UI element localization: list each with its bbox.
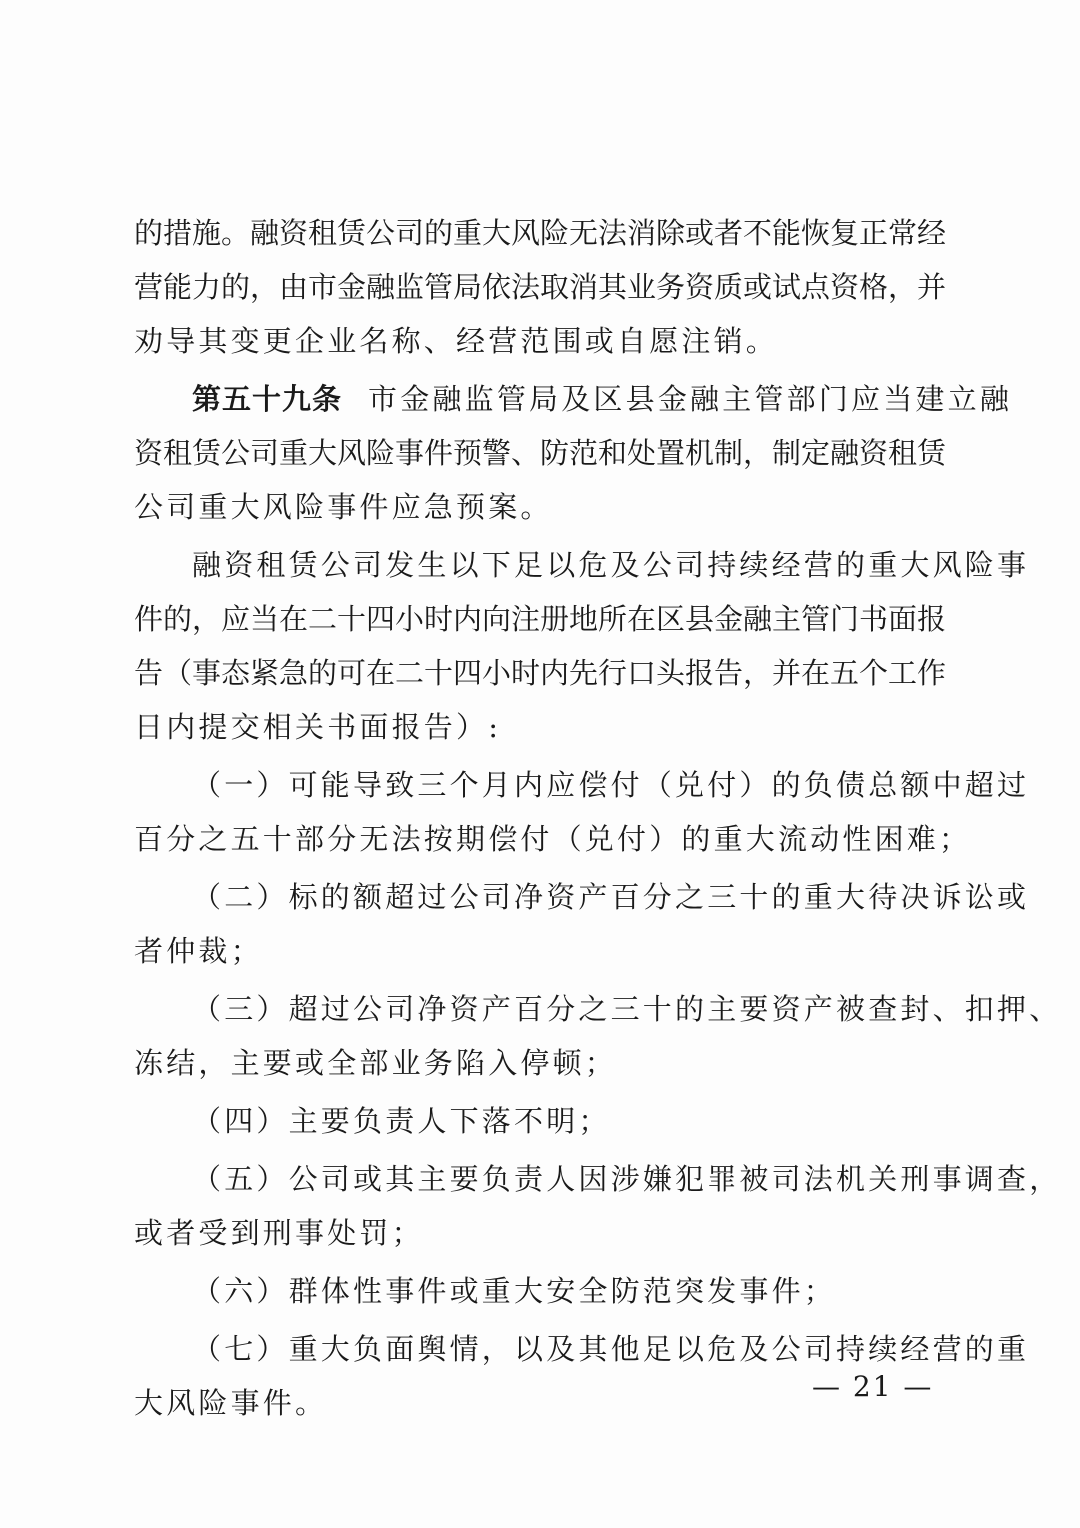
text-line: 资租赁公司重大风险事件预警、防范和处置机制，制定融资租赁 xyxy=(134,436,947,470)
list-item-7: （七）重大负面舆情，以及其他足以危及公司持续经营的重 xyxy=(192,1332,1030,1366)
text-line: 日内提交相关书面报告）: xyxy=(134,710,502,744)
list-item-6: （六）群体性事件或重大安全防范突发事件； xyxy=(192,1274,837,1308)
text-line: 公司重大风险事件应急预案。 xyxy=(134,490,553,524)
text-line: 或者受到刑事处罚； xyxy=(134,1216,424,1250)
text-line: 劝导其变更企业名称、经营范围或自愿注销。 xyxy=(134,324,779,358)
list-item-4: （四）主要负责人下落不明； xyxy=(192,1104,611,1138)
list-item-3: （三）超过公司净资产百分之三十的主要资产被查封、扣押、 xyxy=(192,992,1062,1026)
text-line: 百分之五十部分无法按期偿付（兑付）的重大流动性困难； xyxy=(134,822,972,856)
article-59-first-line xyxy=(134,372,1013,426)
text-line: 市金融监管局及区县金融主管部门应当建立融 xyxy=(368,382,1013,416)
text-line: 冻结，主要或全部业务陷入停顿； xyxy=(134,1046,618,1080)
text-line: 融资租赁公司发生以下足以危及公司持续经营的重大风险事 xyxy=(192,548,1030,582)
list-item-5: （五）公司或其主要负责人因涉嫌犯罪被司法机关刑事调查， xyxy=(192,1162,1062,1196)
text-line: 的措施。融资租赁公司的重大风险无法消除或者不能恢复正常经 xyxy=(134,216,947,250)
document-body xyxy=(134,206,1062,1430)
text-line: 告（事态紧急的可在二十四小时内先行口头报告，并在五个工作 xyxy=(134,656,947,690)
text-line: 者仲裁； xyxy=(134,934,263,968)
list-item-1: （一）可能导致三个月内应偿付（兑付）的负债总额中超过 xyxy=(192,768,1030,802)
text-line: 大风险事件。 xyxy=(134,1386,328,1420)
text-line: 营能力的，由市金融监管局依法取消其业务资质或试点资格，并 xyxy=(134,270,947,304)
text-line: 件的，应当在二十四小时内向注册地所在区县金融主管门书面报 xyxy=(134,602,947,636)
article-title: 第五十九条 xyxy=(192,382,343,416)
list-item-2: （二）标的额超过公司净资产百分之三十的重大待决诉讼或 xyxy=(192,880,1030,914)
page-number: — 21 — xyxy=(812,1370,934,1403)
